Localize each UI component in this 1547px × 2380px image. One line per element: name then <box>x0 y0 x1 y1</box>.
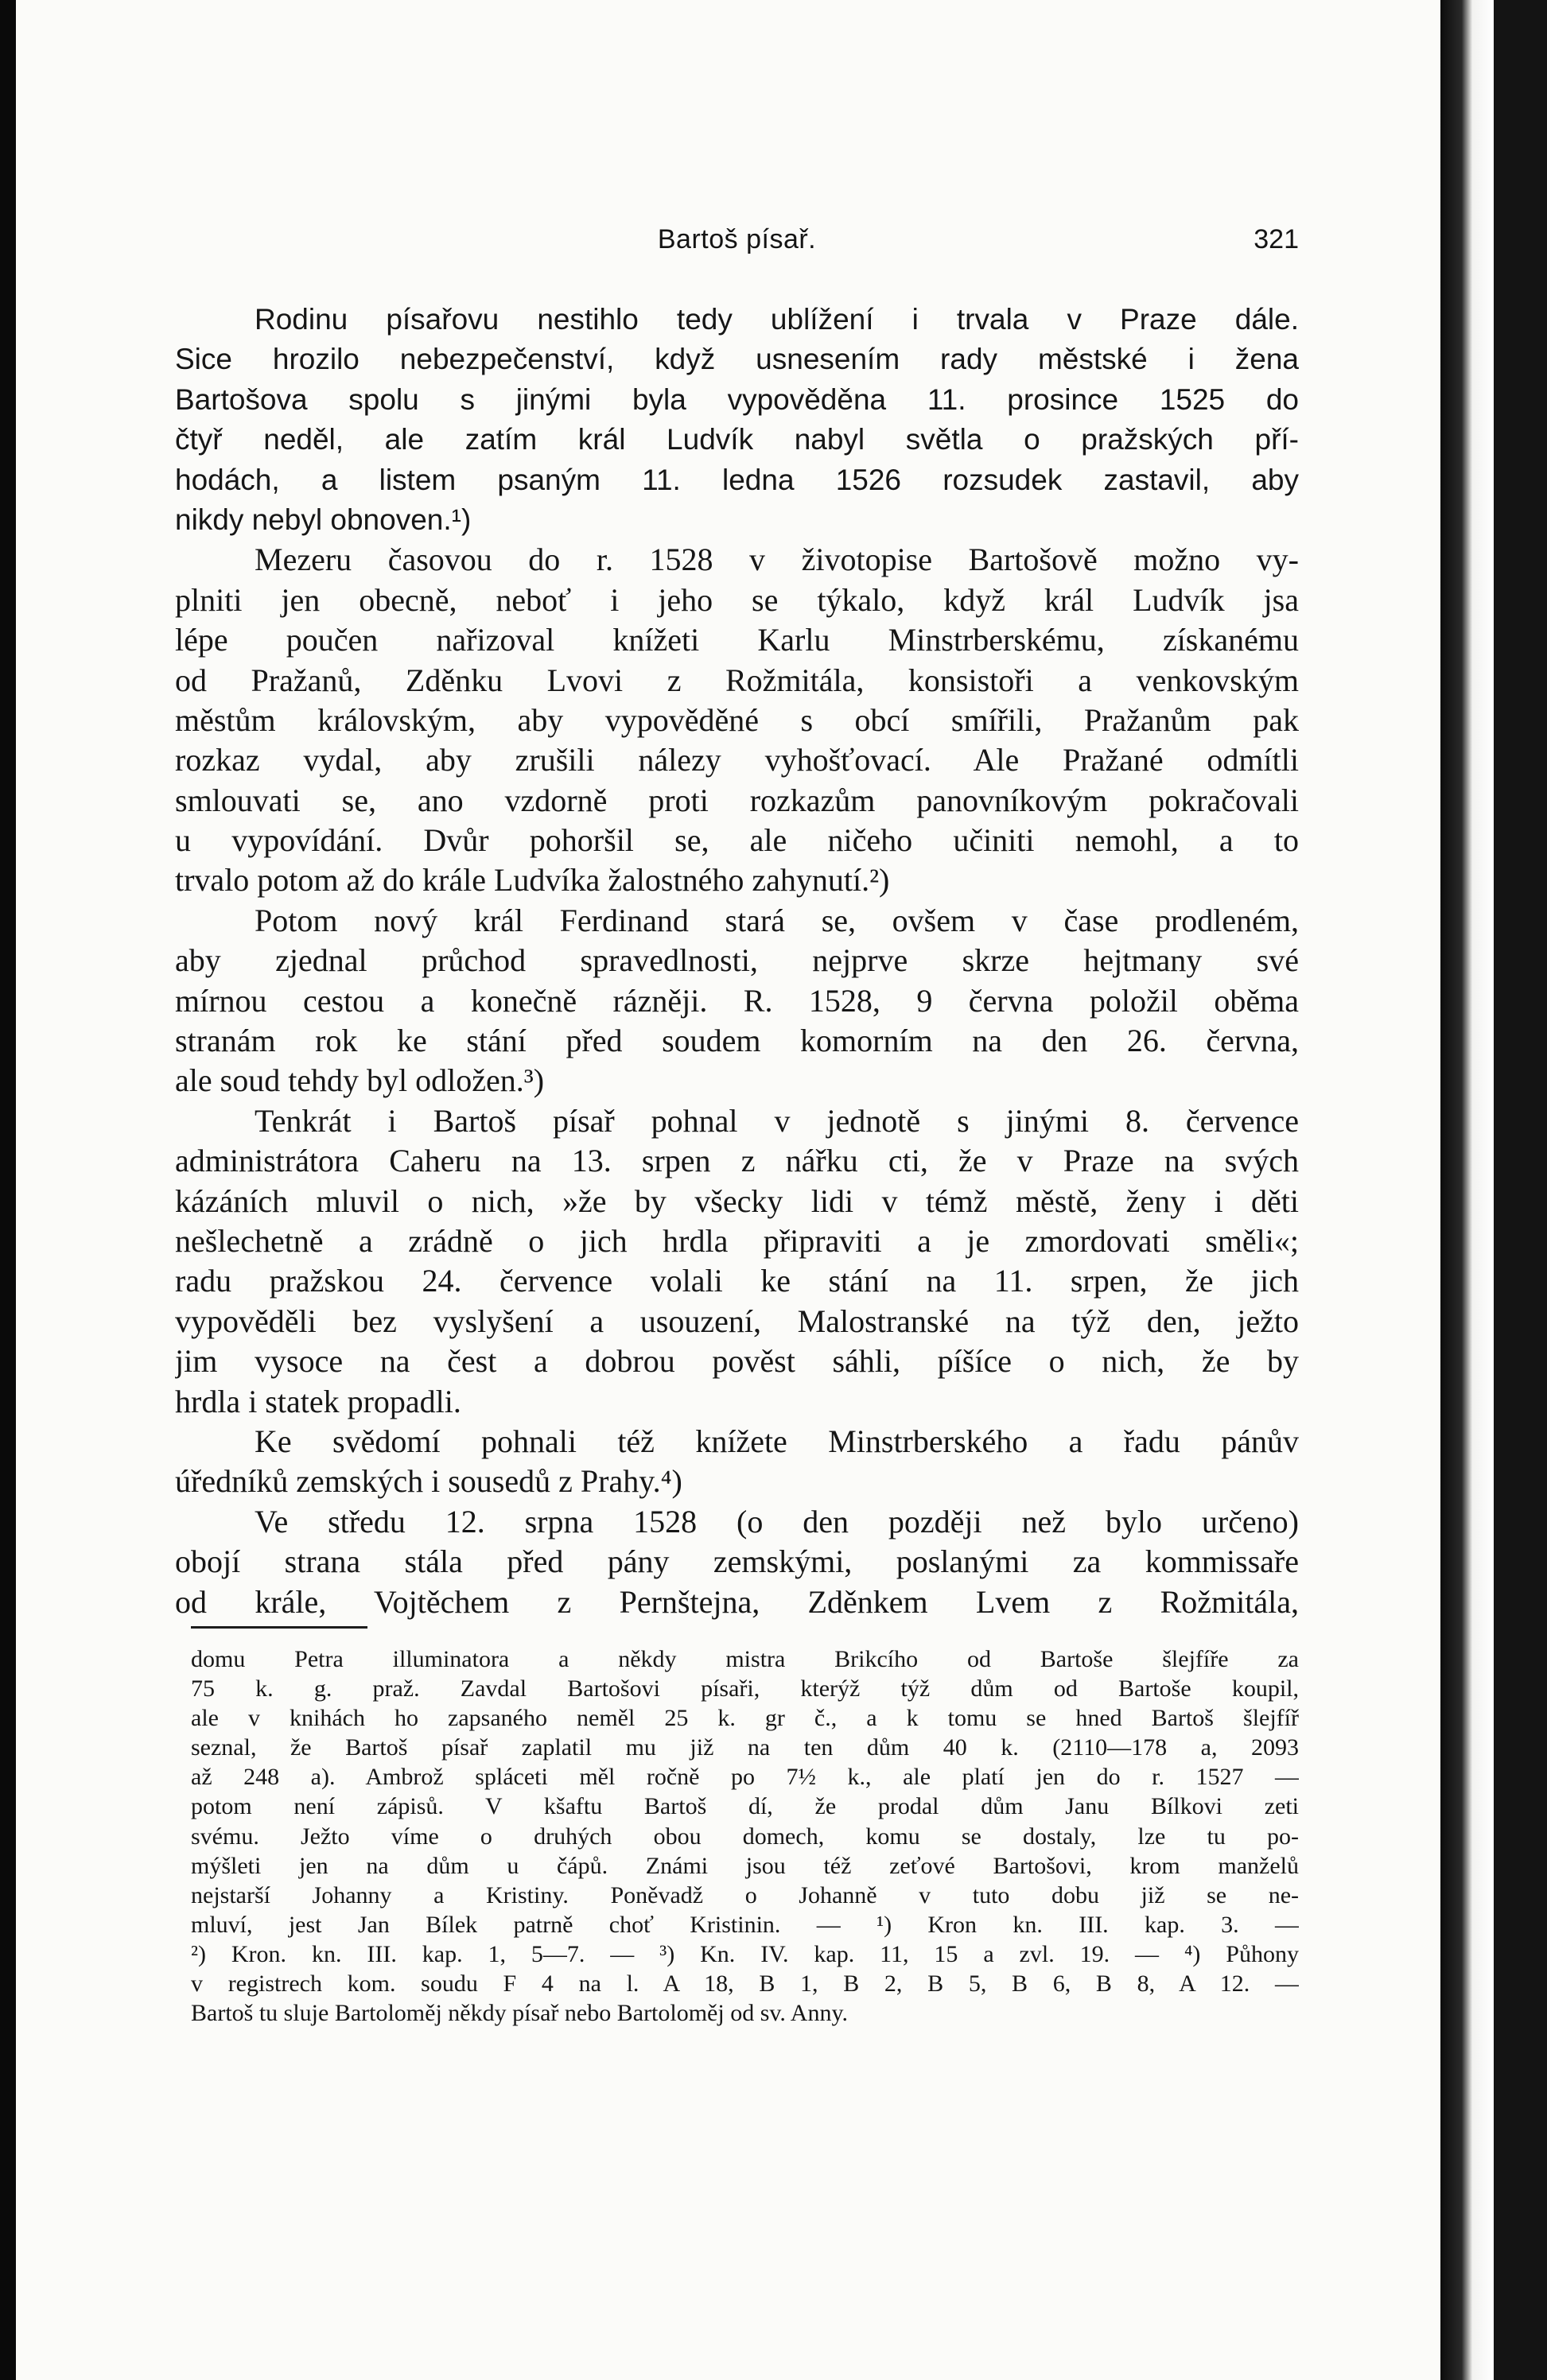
footnote-line: domu Petra illuminatora a někdy mistra Brikcího od Bartoše šlejfíře za <box>191 1646 1299 1672</box>
footnote-line: až 248 a). Ambrož spláceti měl ročně po 7½ k., ale platí jen do r. 1527 — <box>191 1764 1299 1791</box>
footnote-line: ale v knihách ho zapsaného neměl 25 k. gr č., a k tomu se hned Bartoš šlejfíř <box>191 1705 1299 1732</box>
footnote-line: ²) Kron. kn. III. kap. 1, 5—7. — ³) Kn. IV. kap. 11, 15 a zvl. 19. — ⁴) Půhony <box>191 1940 1299 1967</box>
footnote-line: mýšleti jen na dům u čápů. Známi jsou též zeťové Bartošovi, krom manželů <box>191 1852 1299 1879</box>
text-line: Tenkrát i Bartoš písař pohnal v jednotě s jinými 8. července <box>255 1102 1299 1139</box>
text-line: vypověděli bez vyslyšení a usouzení, Malostranské na týž den, ježto <box>175 1303 1299 1339</box>
text-line: Mezeru časovou do r. 1528 v životopise Bartošově možno vy- <box>255 542 1299 578</box>
footnote-line: 75 k. g. praž. Zavdal Bartošovi písaři, kterýž týž dům od Bartoše koupil, <box>191 1675 1299 1702</box>
scan-left-border <box>0 0 16 2380</box>
text-line: Ve středu 12. srpna 1528 (o den později než bylo určeno) <box>255 1503 1299 1539</box>
running-head: Bartoš písař. <box>657 224 817 254</box>
text-line: ale soud tehdy byl odložen.³) <box>175 1062 545 1099</box>
footnote-divider <box>191 1626 367 1629</box>
text-line: Potom nový král Ferdinand stará se, ovšem v čase prodleném, <box>255 902 1299 938</box>
text-line: aby zjednal průchod spravedlnosti, nejprve skrze hejtmany své <box>175 942 1299 979</box>
text-line: od Pražanů, Zděnku Lvovi z Rožmitála, konsistoři a venkovským <box>175 662 1299 698</box>
text-line: obojí strana stála před pány zemskými, poslanými za kommissaře <box>175 1543 1299 1580</box>
scan-right-border <box>1440 0 1494 2380</box>
footnote-line: mluví, jest Jan Bílek patrně choť Kristinin. — ¹) Kron kn. III. kap. 3. — <box>191 1911 1299 1938</box>
text-line: Bartošova spolu s jinými byla vypověděna 11. prosince 1525 do <box>175 382 1299 416</box>
text-line: stranám rok ke stání před soudem komorním na den 26. června, <box>175 1023 1299 1059</box>
text-line: úředníků zemských i sousedů z Prahy.⁴) <box>175 1463 682 1500</box>
text-line: kázáních mluvil o nich, »že by všecky lidi v témž městě, ženy i děti <box>175 1182 1299 1219</box>
text-line: hodách, a listem psaným 11. ledna 1526 rozsudek zastavil, aby <box>175 463 1299 496</box>
footnote-line: svému. Ježto víme o druhých obou domech, komu se dostaly, lze tu po- <box>191 1823 1299 1850</box>
page-number: 321 <box>1254 224 1299 254</box>
text-line: smlouvati se, ano vzdorně proti rozkazům panovníkovým pokračovali <box>175 782 1299 818</box>
text-line: plniti jen obecně, neboť i jeho se týkalo, když král Ludvík jsa <box>175 581 1299 618</box>
page-header <box>175 224 1299 272</box>
footnote-line: seznal, že Bartoš písař zaplatil mu již na ten dům 40 k. (2110—178 a, 2093 <box>191 1734 1299 1761</box>
text-line: nešlechetně a zrádně o jich hrdla připraviti a je zmordovati směli«; <box>175 1222 1299 1259</box>
text-line: jim vysoce na čest a dobrou pověst sáhli, píšíce o nich, že by <box>175 1343 1299 1380</box>
text-line: radu pražskou 24. července volali ke stání na 11. srpen, že jich <box>175 1263 1299 1299</box>
text-line: u vypovídání. Dvůr pohoršil se, ale ničeho učiniti nemohl, a to <box>175 822 1299 859</box>
text-line: nikdy nebyl obnoven.¹) <box>175 503 472 536</box>
text-line: hrdla i statek propadli. <box>175 1383 461 1419</box>
footnote-line: Bartoš tu sluje Bartoloměj někdy písař nebo Bartoloměj od sv. Anny. <box>191 2000 848 2027</box>
text-line: rozkaz vydal, aby zrušili nálezy vyhošťovací. Ale Pražané odmítli <box>175 742 1299 778</box>
main-text <box>175 300 1299 1622</box>
footnotes <box>191 1644 1299 2028</box>
text-line: mírnou cestou a konečně rázněji. R. 1528, 9 června položil oběma <box>175 982 1299 1019</box>
text-line: čtyř neděl, ale zatím král Ludvík nabyl světla o pražských pří- <box>175 423 1299 456</box>
text-line: Sice hrozilo nebezpečenství, když usnesením rady městské i žena <box>175 343 1299 376</box>
book-page <box>16 0 1494 2380</box>
text-line: Rodinu písařovu nestihlo tedy ublížení i trvala v Praze dále. <box>255 303 1299 336</box>
text-line: administrátora Caheru na 13. srpen z nářku cti, že v Praze na svých <box>175 1143 1299 1179</box>
text-line: Ke svědomí pohnali též knížete Minstrberského a řadu pánův <box>255 1423 1299 1459</box>
text-line: od krále, Vojtěchem z Pernštejna, Zděnkem Lvem z Rožmitála, <box>175 1583 1299 1620</box>
text-line: lépe poučen nařizoval knížeti Karlu Minstrberskému, získanému <box>175 622 1299 658</box>
footnote-line: potom není zápisů. V kšaftu Bartoš dí, že prodal dům Janu Bílkovi zeti <box>191 1793 1299 1820</box>
text-line: trvalo potom až do krále Ludvíka žalostného zahynutí.²) <box>175 862 890 899</box>
text-line: městům královským, aby vypověděné s obcí smířili, Pražanům pak <box>175 701 1299 738</box>
footnote-line: nejstarší Johanny a Kristiny. Poněvadž o Johanně v tuto dobu již se ne- <box>191 1881 1299 1908</box>
footnote-line: v registrech kom. soudu F 4 na l. A 18, B 1, B 2, B 5, B 6, B 8, A 12. — <box>191 1970 1299 1998</box>
